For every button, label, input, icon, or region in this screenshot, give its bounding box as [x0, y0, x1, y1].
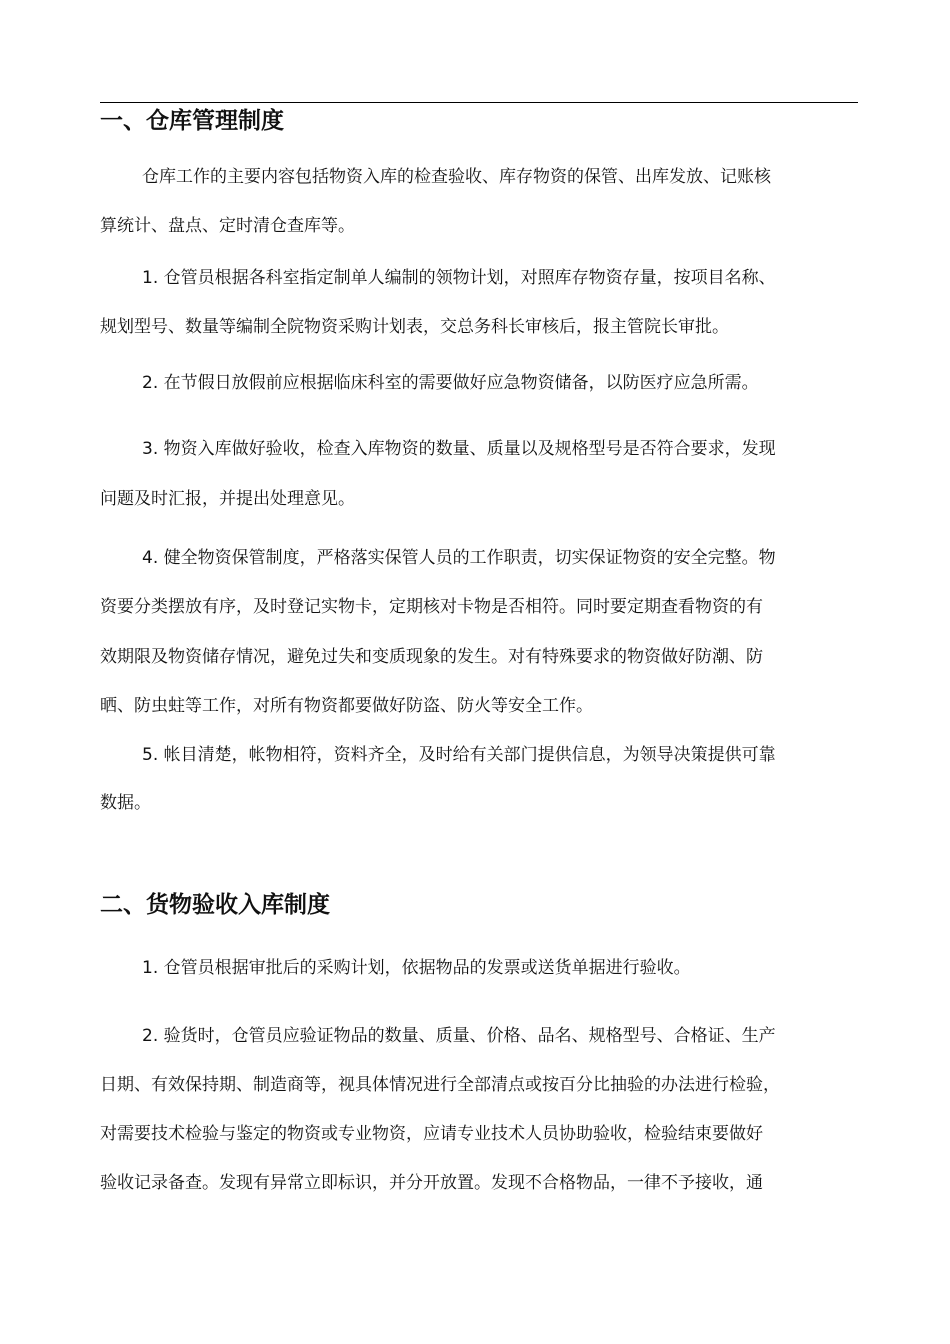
paragraph-line: 问题及时汇报，并提出处理意见。: [100, 489, 355, 509]
paragraph-line: 4. 健全物资保管制度，严格落实保管人员的工作职责，切实保证物资的安全完整。物: [142, 548, 776, 568]
paragraph-line: 1. 仓管员根据各科室指定制单人编制的领物计划，对照库存物资存量，按项目名称、: [142, 268, 776, 288]
section-heading-goods-receiving: 二、货物验收入库制度: [100, 892, 330, 918]
paragraph-line: 晒、防虫蛀等工作，对所有物资都要做好防盗、防火等安全工作。: [100, 696, 593, 716]
paragraph-line: 2. 验货时，仓管员应验证物品的数量、质量、价格、品名、规格型号、合格证、生产: [142, 1026, 776, 1046]
header-rule: [100, 102, 858, 103]
section-heading-warehouse-management: 一、仓库管理制度: [100, 108, 284, 134]
paragraph-line: 2. 在节假日放假前应根据临床科室的需要做好应急物资储备，以防医疗应急所需。: [142, 373, 759, 393]
paragraph-line: 算统计、盘点、定时清仓查库等。: [100, 216, 355, 236]
paragraph-line: 日期、有效保持期、制造商等，视具体情况进行全部清点或按百分比抽验的办法进行检验，: [100, 1075, 780, 1095]
paragraph-line: 仓库工作的主要内容包括物资入库的检查验收、库存物资的保管、出库发放、记账核: [142, 167, 771, 187]
paragraph-line: 效期限及物资储存情况，避免过失和变质现象的发生。对有特殊要求的物资做好防潮、防: [100, 647, 763, 667]
paragraph-line: 对需要技术检验与鉴定的物资或专业物资，应请专业技术人员协助验收，检验结束要做好: [100, 1124, 763, 1144]
paragraph-line: 1. 仓管员根据审批后的采购计划，依据物品的发票或送货单据进行验收。: [142, 958, 691, 978]
paragraph-line: 规划型号、数量等编制全院物资采购计划表，交总务科长审核后，报主管院长审批。: [100, 317, 729, 337]
paragraph-line: 5. 帐目清楚，帐物相符，资料齐全，及时给有关部门提供信息，为领导决策提供可靠: [142, 745, 776, 765]
paragraph-line: 3. 物资入库做好验收，检查入库物资的数量、质量以及规格型号是否符合要求，发现: [142, 439, 776, 459]
paragraph-line: 资要分类摆放有序，及时登记实物卡，定期核对卡物是否相符。同时要定期查看物资的有: [100, 597, 763, 617]
paragraph-line: 验收记录备查。发现有异常立即标识，并分开放置。发现不合格物品，一律不予接收，通: [100, 1173, 763, 1193]
paragraph-line: 数据。: [100, 793, 151, 813]
